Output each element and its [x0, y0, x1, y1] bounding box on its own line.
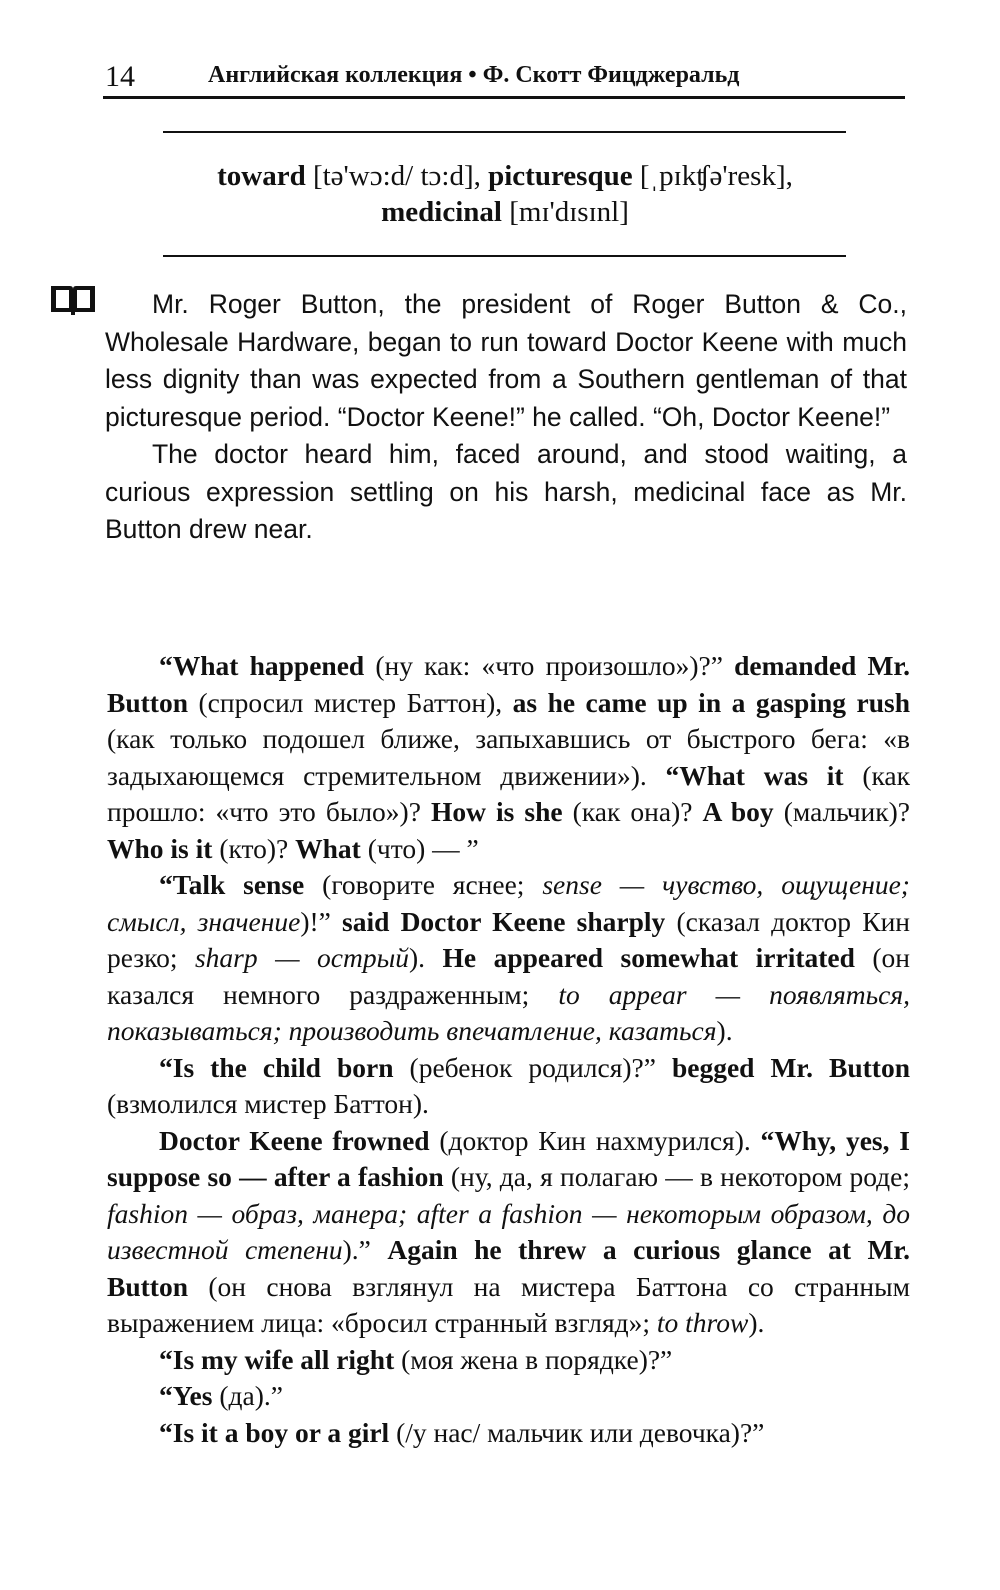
running-title: Английская коллекция • Ф. Скотт Фицджеральд	[208, 62, 740, 88]
translation-text: )!”	[300, 905, 343, 937]
translation-text: ).	[408, 942, 443, 973]
annotated-paragraph	[107, 1050, 910, 1123]
annotated-paragraph	[107, 867, 910, 1050]
annotated-paragraph	[107, 1342, 910, 1379]
italic-gloss: to appear — появляться, показываться; производить впечатление, казаться	[107, 978, 910, 1046]
vocab-transcription-toward: [tə'wɔ:d/ tɔ:d],	[305, 160, 489, 192]
vocab-word-toward: toward	[217, 160, 306, 192]
translation-text: (моя жена в порядке)?”	[394, 1343, 673, 1375]
translation-text: (доктор Кин нахмурился).	[429, 1124, 761, 1156]
english-paragraph-1: Mr. Roger Button, the president of Roger Button & Co., Wholesale Hardware, began to run toward Doctor Keene with much less dignity than was expected from a Southern gentleman of that picturesque period. “Doctor Keene!” he called. “Oh, Doctor Keene!”	[105, 289, 907, 432]
bold-english-phrase: “Why, yes, I suppose so — after a fashion	[107, 1124, 911, 1192]
bold-english-phrase: “Talk sense	[159, 869, 305, 900]
bold-english-phrase: How is she	[430, 796, 563, 827]
bold-english-phrase: “Is it a boy or a girl	[159, 1416, 390, 1448]
annotated-paragraph	[107, 1415, 910, 1452]
translation-text: (что) — ”	[360, 832, 479, 864]
vocab-transcription-picturesque: [ˌpɪkʧə'resk],	[632, 160, 793, 192]
translation-text: (мальчик)?	[773, 796, 910, 827]
translation-text: (взмолился мистер Баттон).	[107, 1088, 429, 1119]
bottom-rule	[163, 255, 846, 257]
english-original-text	[105, 286, 907, 549]
translation-text: (сказал доктор Кин резко;	[107, 905, 911, 973]
translation-text: (он снова взглянул на мистера Баттона со странным выражением лица: «бросил странный взгляд»;	[107, 1270, 910, 1338]
bold-english-phrase: “Is the child born	[159, 1051, 394, 1083]
bold-english-phrase: “What was it	[665, 759, 844, 791]
translation-text: (/у нас/ мальчик или девочка)?”	[389, 1416, 765, 1448]
bold-english-phrase: demanded Mr. Button	[107, 650, 910, 718]
bold-english-phrase: Doctor Keene frowned	[159, 1124, 430, 1156]
bold-english-phrase: Again he threw a curious glance at Mr. Button	[107, 1234, 910, 1302]
bold-english-phrase: said Doctor Keene sharply	[342, 905, 666, 937]
translation-text: (ну как: «что произошло»)?”	[364, 650, 735, 681]
vocabulary-box	[100, 158, 910, 230]
translation-text: (ну, да, я полагаю — в некотором роде;	[443, 1161, 911, 1192]
translation-text: (кто)?	[212, 832, 296, 864]
bold-english-phrase: “What happened	[159, 650, 365, 681]
italic-gloss: sense — чувство, ощущение; смысл, значение	[107, 869, 910, 937]
page-number: 14	[105, 60, 135, 93]
annotated-paragraph	[107, 1123, 910, 1342]
bold-english-phrase: “Yes	[159, 1380, 213, 1411]
bold-english-phrase: as he came up in a gasping rush	[512, 686, 910, 718]
bold-english-phrase: Who is it	[107, 832, 213, 864]
translation-text: (спросил мистер Баттон),	[188, 686, 513, 718]
translation-text: (да).”	[212, 1380, 283, 1411]
translation-text: (ребенок родился)?”	[393, 1051, 672, 1083]
translation-text: (говорите яснее;	[304, 869, 543, 900]
vocab-word-picturesque: picturesque	[488, 160, 633, 192]
translation-text: (он казался немного раздраженным;	[107, 942, 911, 1010]
vocab-word-medicinal: medicinal	[381, 196, 502, 228]
bold-english-phrase: What	[295, 832, 361, 864]
italic-gloss: sharp — острый	[194, 942, 409, 973]
top-rule	[163, 131, 846, 133]
running-header	[103, 58, 905, 99]
bold-english-phrase: “Is my wife all right	[159, 1343, 395, 1375]
translation-text: (как только подошел ближе, запыхавшись от быстрого бега: «в задыхающемся стремительном движении»).	[107, 723, 910, 791]
translation-text: (как она)?	[562, 796, 703, 827]
bold-english-phrase: begged Mr. Button	[671, 1051, 910, 1083]
translation-text: ).”	[342, 1234, 388, 1265]
annotated-paragraph	[107, 648, 910, 867]
italic-gloss: fashion — образ, манера; after a fashion — некоторым образом, до известной степени	[107, 1197, 910, 1265]
translation-text: (как прошло: «что это было»)?	[107, 759, 910, 827]
translation-text: ).	[748, 1307, 765, 1338]
book-icon	[48, 282, 98, 318]
vocab-transcription-medicinal: [mɪ'dɪsɪnl]	[501, 196, 629, 228]
bold-english-phrase: He appeared somewhat irritated	[442, 942, 855, 973]
annotated-paragraph	[107, 1378, 910, 1415]
italic-gloss: to throw	[656, 1307, 749, 1338]
annotated-russian-text	[107, 648, 910, 1451]
bold-english-phrase: A boy	[702, 796, 774, 827]
translation-text: ).	[716, 1015, 733, 1046]
english-paragraph-2: The doctor heard him, faced around, and stood waiting, a curious expression settling on his harsh, medicinal face as Mr. Button drew near.	[105, 439, 907, 544]
